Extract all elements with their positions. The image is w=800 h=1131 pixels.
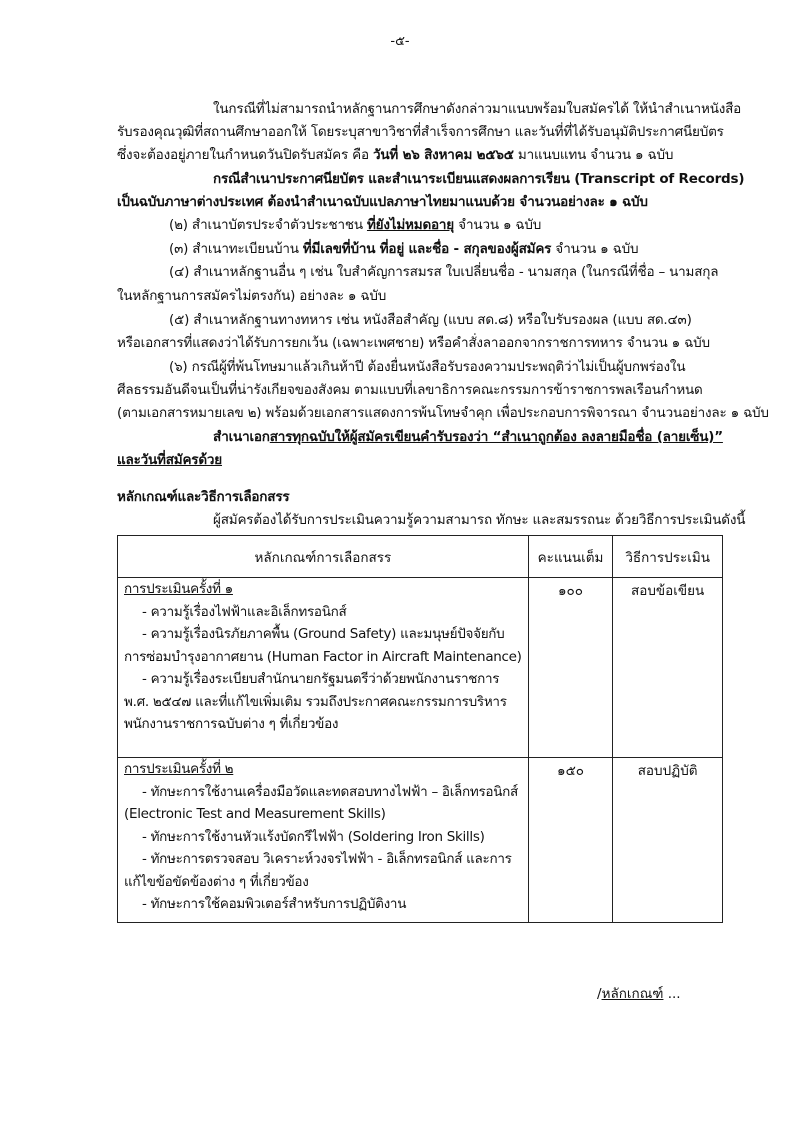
score-cell: [528, 578, 613, 758]
criteria-line: พ.ศ. ๒๕๔๗ และที่แก้ไขเพิ่มเติม รวมถึงประกาศคณะกรรมการบริหาร: [124, 693, 507, 710]
item-4-line-2: ในหลักฐานการสมัครไม่ตรงกัน) อย่างละ ๑ ฉบับ: [117, 288, 387, 304]
page-number: -๕-: [390, 34, 410, 49]
criteria-line: - ทักษะการตรวจสอบ วิเคราะห์วงจรไฟฟ้า - อิเล็กทรอนิกส์ และการ: [142, 851, 512, 867]
paragraph-1-line-1: ในกรณีที่ไม่สามารถนำหลักฐานการศึกษาดังกล่าวมาแนบพร้อมใบสมัครได้ ให้นำสำเนาหนังสือ: [213, 101, 742, 117]
round-title: การประเมินครั้งที่ ๒: [124, 761, 234, 777]
round-title: การประเมินครั้งที่ ๑: [124, 581, 233, 597]
full-score: ๑๕๐: [557, 763, 585, 779]
item-5-line-2: หรือเอกสารที่แสดงว่าได้รับการยกเว้น (เฉพาะเพศชาย) หรือคำสั่งลาออกจากราชการทหาร จำนวน ๑ ฉบับ: [117, 335, 710, 351]
assessment-method: สอบข้อเขียน: [631, 583, 705, 599]
criteria-line: - ความรู้เรื่องไฟฟ้าและอิเล็กทรอนิกส์: [142, 603, 347, 620]
header-criteria: หลักเกณฑ์การเลือกสรร: [118, 536, 529, 578]
item-2-tail: จำนวน ๑ ฉบับ: [454, 217, 542, 233]
criteria-cell: [118, 578, 529, 758]
paragraph-2-line-1: กรณีสำเนาประกาศนียบัตร และสำเนาระเบียนแสดงผลการเรียน (Transcript of Records): [213, 171, 745, 187]
item-6-line-1: (๖) กรณีผู้ที่พ้นโทษมาแล้วเกินห้าปี ต้องยื่นหนังสือรับรองความประพฤติว่าไม่เป็นผู้บกพร่องใน: [169, 359, 686, 375]
criteria-line: - ความรู้เรื่องนิรภัยภาคพื้น (Ground Safety) และมนุษย์ปัจจัยกับ: [142, 626, 505, 642]
criteria-table: [117, 535, 723, 923]
certify-line-2: และวันที่สมัครด้วย: [117, 452, 223, 468]
item-2: [169, 216, 541, 234]
certify-text: สำเนาเอก: [213, 429, 270, 445]
item-3: [169, 240, 638, 258]
paragraph-1-line-3: [117, 146, 673, 164]
continuation-ellipsis: ...: [663, 986, 681, 1002]
certify-underlined: สารทุกฉบับให้ผู้สมัครเขียนคำรับรองว่า “สำเนาถูกต้อง ลงลายมือชื่อ (ลายเซ็น)”: [269, 429, 723, 445]
criteria-line: - ทักษะการใช้งานหัวแร้งบัดกรีไฟฟ้า (Soldering Iron Skills): [142, 828, 485, 845]
criteria-line: พนักงานราชการฉบับต่าง ๆ ที่เกี่ยวข้อง: [124, 716, 339, 732]
paragraph-1-line-3-tail: มาแนบแทน จำนวน ๑ ฉบับ: [513, 147, 674, 163]
item-3-text: (๓) สำเนาทะเบียนบ้าน: [169, 241, 303, 257]
criteria-line: - ความรู้เรื่องระเบียบสำนักนายกรัฐมนตรีว่าด้วยพนักงานราชการ: [142, 671, 500, 687]
paragraph-1-line-3-text: ซึ่งจะต้องอยู่ภายในกำหนดวันปิดรับสมัคร คือ: [117, 147, 373, 163]
table-header-row: [118, 536, 723, 578]
item-3-emphasis: ที่มีเลขที่บ้าน ที่อยู่ และชื่อ - สกุลของผู้สมัคร: [302, 241, 552, 257]
section-intro: ผู้สมัครต้องได้รับการประเมินความรู้ความสามารถ ทักษะ และสมรรถนะ ด้วยวิธีการประเมินดังนี้: [213, 512, 746, 528]
full-score: ๑๐๐: [557, 583, 584, 599]
item-4-line-1: (๔) สำเนาหลักฐานอื่น ๆ เช่น ใบสำคัญการสมรส ใบเปลี่ยนชื่อ - นามสกุล (ในกรณีที่ชื่อ – นามสกุล: [169, 264, 719, 280]
continuation-marker: [597, 982, 681, 1004]
criteria-line: - ทักษะการใช้งานเครื่องมือวัดและทดสอบทางไฟฟ้า – อิเล็กทรอนิกส์: [142, 783, 518, 800]
method-cell: [613, 758, 723, 923]
criteria-line: - ทักษะการใช้คอมพิวเตอร์สำหรับการปฏิบัติงาน: [142, 896, 407, 912]
method-cell: [613, 578, 723, 758]
closing-date: วันที่ ๒๖ สิงหาคม ๒๕๖๕: [372, 147, 514, 163]
paragraph-1-line-2: รับรองคุณวุฒิที่สถานศึกษาออกให้ โดยระบุสาขาวิชาที่สำเร็จการศึกษา และวันที่ที่ได้รับอนุมัติประกาศนียบัตร: [117, 124, 724, 140]
continuation-label: หลักเกณฑ์: [601, 986, 664, 1002]
item-6-line-2: ศีลธรรมอันดีจนเป็นที่น่ารังเกียจของสังคม ตามแบบที่เลขาธิการคณะกรรมการข้าราชการพลเรือนกำหนด: [117, 382, 703, 398]
score-cell: [528, 758, 613, 923]
assessment-method: สอบปฏิบัติ: [637, 763, 698, 779]
header-full-score: คะแนนเต็ม: [528, 536, 613, 578]
criteria-line: การซ่อมบำรุงอากาศยาน (Human Factor in Aircraft Maintenance): [124, 648, 522, 665]
table-row: [118, 758, 723, 923]
item-6-line-3: (ตามเอกสารหมายเลข ๒) พร้อมด้วยเอกสารแสดงการพ้นโทษจำคุก เพื่อประกอบการพิจารณา จำนวนอย่างละ ๑ ฉบับ: [117, 405, 769, 421]
criteria-cell: [118, 758, 529, 923]
item-2-emphasis: ที่ยังไม่หมดอายุ: [366, 217, 455, 233]
continuation-slash: /: [597, 986, 602, 1002]
table-row: [118, 578, 723, 758]
paragraph-2-line-2: เป็นฉบับภาษาต่างประเทศ ต้องนำสำเนาฉบับแปลภาษาไทยมาแนบด้วย จำนวนอย่างละ ๑ ฉบับ: [117, 194, 648, 210]
criteria-line: แก้ไขข้อขัดข้องต่าง ๆ ที่เกี่ยวข้อง: [124, 873, 309, 890]
item-5-line-1: (๕) สำเนาหลักฐานทางทหาร เช่น หนังสือสำคัญ (แบบ สด.๘) หรือใบรับรองผล (แบบ สด.๔๓): [169, 312, 692, 328]
header-method: วิธีการประเมิน: [613, 536, 723, 578]
certify-line-1: [213, 428, 723, 446]
item-3-tail: จำนวน ๑ ฉบับ: [551, 241, 639, 257]
section-heading: หลักเกณฑ์และวิธีการเลือกสรร: [117, 489, 290, 505]
criteria-line: (Electronic Test and Measurement Skills): [124, 806, 386, 822]
item-2-text: (๒) สำเนาบัตรประจำตัวประชาชน: [169, 217, 367, 233]
